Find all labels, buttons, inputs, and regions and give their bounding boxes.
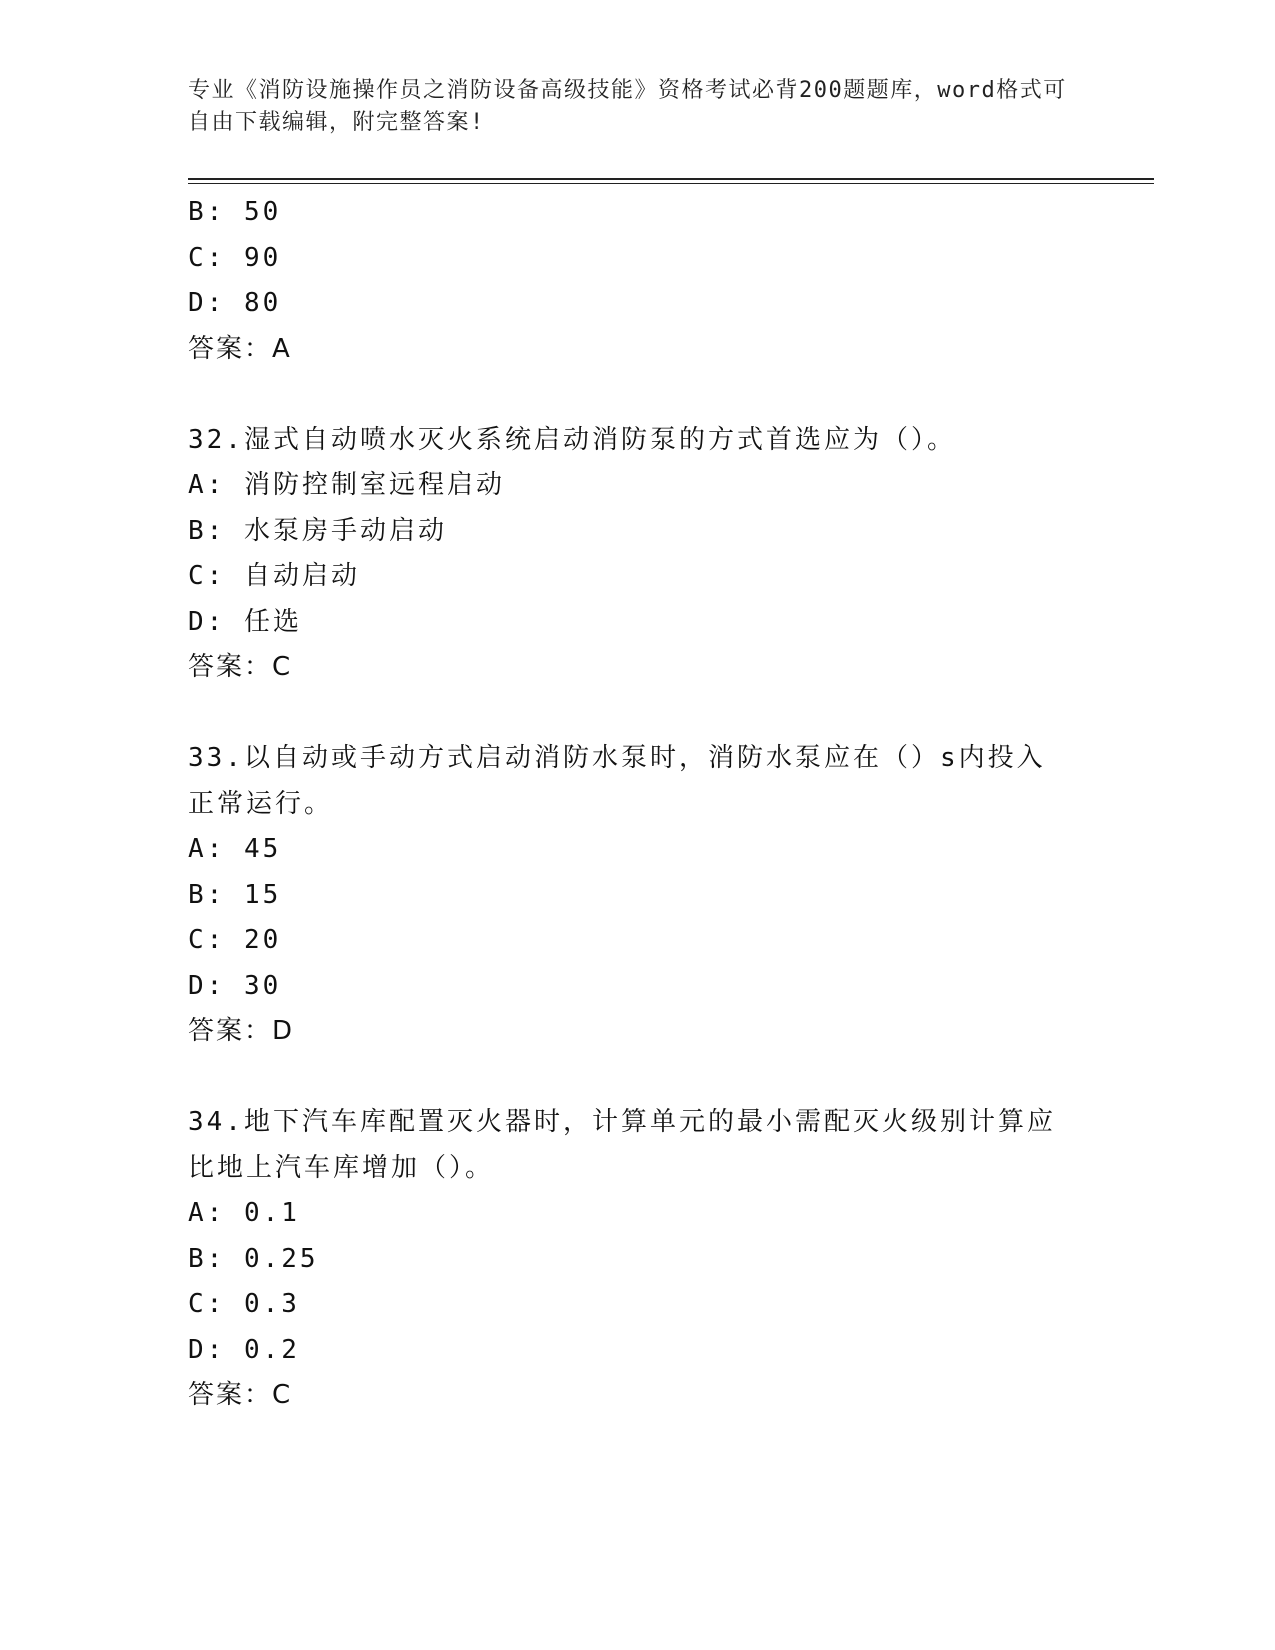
spacer: [188, 372, 1088, 418]
option-b: B: 水泵房手动启动: [188, 515, 447, 546]
answer: 答案：A: [188, 333, 292, 364]
option-d: D: 30: [188, 970, 282, 1001]
question-text: 32.湿式自动喷水灭火系统启动消防泵的方式首选应为（）。: [188, 424, 956, 455]
question-31-partial: [188, 190, 1088, 372]
option-d: D: 任选: [188, 606, 302, 637]
option-b: B: 15: [188, 879, 282, 910]
option-c: C: 自动启动: [188, 561, 360, 591]
question-32: [188, 418, 1088, 691]
spacer: [188, 1055, 1088, 1101]
question-34: [188, 1100, 1088, 1419]
question-33: [188, 736, 1088, 1055]
option-a: A: 0.1: [188, 1198, 300, 1228]
header-divider-thin: [188, 183, 1154, 184]
header-divider: [188, 178, 1154, 180]
document-header: 专业《消防设施操作员之消防设备高级技能》资格考试必背200题题库，word格式可自由下载编辑，附完整答案!: [188, 78, 1067, 135]
option-c: C: 90: [188, 242, 282, 273]
option-a: A: 消防控制室远程启动: [188, 470, 505, 500]
option-b: B: 0.25: [188, 1243, 319, 1274]
spacer: [188, 691, 1088, 737]
option-d: D: 80: [188, 288, 282, 318]
question-text: 34.地下汽车库配置灭火器时，计算单元的最小需配灭火级别计算应比地上汽车库增加（）。: [188, 1107, 1056, 1183]
option-b: B: 50: [188, 197, 282, 227]
answer: 答案：C: [188, 1380, 293, 1410]
option-d: D: 0.2: [188, 1334, 300, 1365]
option-a: A: 45: [188, 834, 282, 864]
option-c: C: 20: [188, 925, 282, 955]
answer: 答案：D: [188, 1016, 295, 1046]
question-list: [188, 190, 1088, 1419]
answer: 答案：C: [188, 652, 293, 682]
question-text: 33.以自动或手动方式启动消防水泵时，消防水泵应在（）s内投入正常运行。: [188, 743, 1046, 819]
option-c: C: 0.3: [188, 1289, 300, 1319]
